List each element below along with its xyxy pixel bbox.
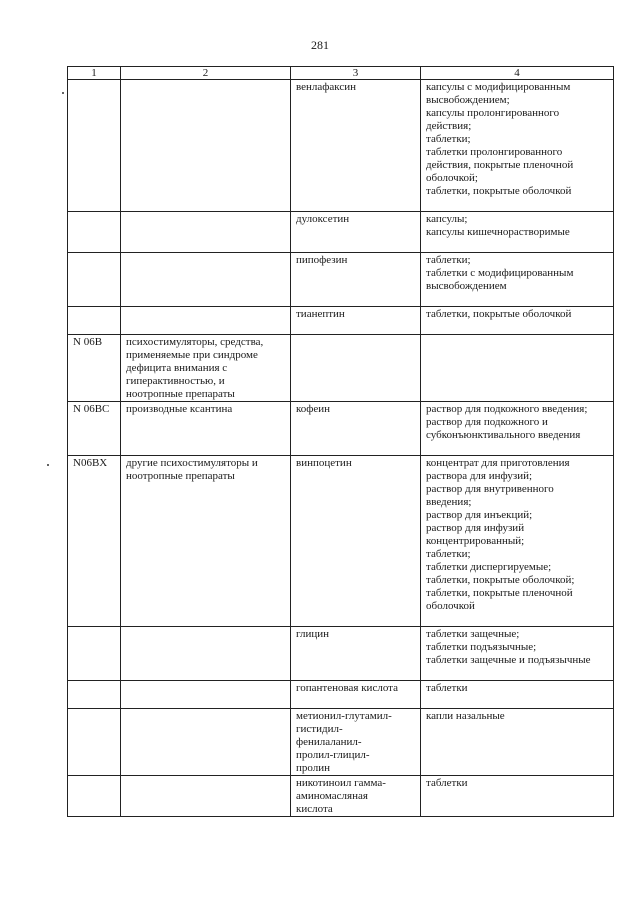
dosage-forms-cell: [421, 627, 614, 681]
table-row: [68, 627, 614, 681]
table-row: [68, 307, 614, 335]
anatomical-group-cell: [121, 212, 291, 253]
cell-text-line: фенилаланил-: [296, 736, 362, 748]
table-row: [68, 776, 614, 817]
anatomical-group-cell: [121, 402, 291, 456]
cell-text-line: таблетки с модифицированным: [426, 267, 574, 279]
cell-text-line: дефицита внимания с: [126, 362, 228, 374]
drug-name-cell: [291, 253, 421, 307]
cell-text-line: психостимуляторы, средства,: [126, 336, 264, 348]
cell-text-line: N 06BC: [73, 403, 110, 415]
anatomical-group-cell: [121, 709, 291, 776]
cell-text-line: раствор для инфузий: [426, 522, 525, 534]
column-header-1: 1: [68, 67, 121, 80]
cell-text-line: таблетки, покрытые пленочной: [426, 587, 573, 599]
cell-text-line: субконъюнктивального введения: [426, 429, 581, 441]
cell-text-line: капсулы кишечнорастворимые: [426, 226, 570, 238]
cell-spacing: [426, 442, 609, 455]
drug-name-cell: [291, 681, 421, 709]
column-number-row: [68, 67, 614, 80]
anatomical-group-cell: [121, 307, 291, 335]
cell-text-line: аминомасляная: [296, 790, 368, 802]
drug-name-cell: [291, 776, 421, 817]
anatomical-group-cell: [121, 335, 291, 402]
cell-text-line: ноотропные препараты: [126, 388, 235, 400]
scan-speck: [62, 92, 64, 94]
medicine-registry-table: [67, 66, 614, 817]
cell-spacing: [426, 293, 609, 306]
atc-code-cell: [68, 212, 121, 253]
cell-text-line: раствора для инфузий;: [426, 470, 533, 482]
cell-text-line: высвобождением;: [426, 94, 510, 106]
atc-code-cell: [68, 627, 121, 681]
scan-speck: [47, 464, 49, 466]
anatomical-group-cell: [121, 80, 291, 212]
cell-text-line: капсулы;: [426, 213, 468, 225]
cell-spacing: [426, 321, 609, 334]
cell-text-line: таблетки: [426, 777, 468, 789]
cell-text-line: высвобождением: [426, 280, 507, 292]
cell-text-line: гопантеновая кислота: [296, 682, 398, 694]
cell-spacing: [426, 239, 609, 252]
table-body: [68, 80, 614, 817]
dosage-forms-cell: [421, 456, 614, 627]
anatomical-group-cell: [121, 456, 291, 627]
cell-text-line: другие психостимуляторы и: [126, 457, 258, 469]
drug-name-cell: [291, 307, 421, 335]
cell-text-line: капсулы пролонгированного: [426, 107, 560, 119]
anatomical-group-cell: [121, 627, 291, 681]
cell-text-line: кофеин: [296, 403, 331, 415]
cell-text-line: метионил-глутамил-: [296, 710, 392, 722]
atc-code-cell: [68, 776, 121, 817]
dosage-forms-cell: [421, 307, 614, 335]
cell-text-line: винпоцетин: [296, 457, 352, 469]
drug-name-cell: [291, 709, 421, 776]
drug-name-cell: [291, 80, 421, 212]
table-row: [68, 335, 614, 402]
cell-text-line: таблетки;: [426, 254, 471, 266]
page-number: 281: [311, 38, 329, 52]
cell-text-line: таблетки;: [426, 133, 471, 145]
cell-text-line: пролил-глицил-: [296, 749, 370, 761]
atc-code-cell: [68, 307, 121, 335]
cell-text-line: таблетки: [426, 682, 468, 694]
dosage-forms-cell: [421, 776, 614, 817]
cell-text-line: оболочкой: [426, 600, 475, 612]
cell-text-line: производные ксантина: [126, 403, 233, 415]
dosage-forms-cell: [421, 709, 614, 776]
cell-text-line: капли назальные: [426, 710, 505, 722]
cell-text-line: концентрированный;: [426, 535, 525, 547]
dosage-forms-cell: [421, 212, 614, 253]
drug-name-cell: [291, 627, 421, 681]
cell-text-line: таблетки, покрытые оболочкой: [426, 308, 572, 320]
drug-name-cell: [291, 402, 421, 456]
column-header-2: 2: [121, 67, 291, 80]
cell-text-line: дулоксетин: [296, 213, 350, 225]
drug-name-cell: [291, 456, 421, 627]
cell-text-line: кислота: [296, 803, 333, 815]
cell-text-line: действия;: [426, 120, 472, 132]
cell-text-line: гистидил-: [296, 723, 343, 735]
table-row: [68, 212, 614, 253]
cell-text-line: раствор для внутривенного: [426, 483, 554, 495]
atc-code-cell: [68, 80, 121, 212]
cell-text-line: раствор для инъекций;: [426, 509, 533, 521]
cell-text-line: ноотропные препараты: [126, 470, 235, 482]
column-header-4: 4: [421, 67, 614, 80]
atc-code-cell: [68, 253, 121, 307]
cell-spacing: [426, 613, 609, 626]
atc-code-cell: [68, 335, 121, 402]
cell-text-line: таблетки защечные;: [426, 628, 520, 640]
cell-text-line: гиперактивностью, и: [126, 375, 225, 387]
dosage-forms-cell: [421, 402, 614, 456]
table-row: [68, 80, 614, 212]
atc-code-cell: [68, 709, 121, 776]
cell-text-line: глицин: [296, 628, 329, 640]
dosage-forms-cell: [421, 335, 614, 402]
atc-code-cell: [68, 456, 121, 627]
anatomical-group-cell: [121, 776, 291, 817]
atc-code-cell: [68, 402, 121, 456]
table-row: [68, 253, 614, 307]
dosage-forms-cell: [421, 681, 614, 709]
dosage-forms-cell: [421, 253, 614, 307]
cell-text-line: действия, покрытые пленочной: [426, 159, 574, 171]
cell-text-line: концентрат для приготовления: [426, 457, 570, 469]
cell-text-line: таблетки диспергируемые;: [426, 561, 552, 573]
cell-text-line: N06BX: [73, 457, 108, 469]
cell-text-line: таблетки подъязычные;: [426, 641, 537, 653]
atc-code-cell: [68, 681, 121, 709]
cell-spacing: [426, 695, 609, 708]
cell-text-line: пролин: [296, 762, 331, 774]
cell-spacing: [426, 198, 609, 211]
cell-text-line: раствор для подкожного введения;: [426, 403, 588, 415]
table-row: [68, 681, 614, 709]
cell-text-line: таблетки пролонгированного: [426, 146, 563, 158]
cell-text-line: таблетки;: [426, 548, 471, 560]
cell-text-line: никотиноил гамма-: [296, 777, 386, 789]
cell-text-line: таблетки, покрытые оболочкой;: [426, 574, 575, 586]
cell-text-line: применяемые при синдроме: [126, 349, 258, 361]
cell-text-line: пипофезин: [296, 254, 348, 266]
table-row: [68, 709, 614, 776]
cell-text-line: введения;: [426, 496, 472, 508]
table-row: [68, 456, 614, 627]
dosage-forms-cell: [421, 80, 614, 212]
cell-text-line: N 06B: [73, 336, 103, 348]
cell-text-line: таблетки защечные и подъязычные: [426, 654, 591, 666]
cell-text-line: оболочкой;: [426, 172, 478, 184]
cell-spacing: [426, 667, 609, 680]
cell-text-line: раствор для подкожного и: [426, 416, 548, 428]
anatomical-group-cell: [121, 681, 291, 709]
anatomical-group-cell: [121, 253, 291, 307]
cell-text-line: венлафаксин: [296, 81, 357, 93]
drug-name-cell: [291, 335, 421, 402]
cell-text-line: капсулы с модифицированным: [426, 81, 571, 93]
table-row: [68, 402, 614, 456]
cell-text-line: тианептин: [296, 308, 345, 320]
drug-name-cell: [291, 212, 421, 253]
column-header-3: 3: [291, 67, 421, 80]
cell-text-line: таблетки, покрытые оболочкой: [426, 185, 572, 197]
